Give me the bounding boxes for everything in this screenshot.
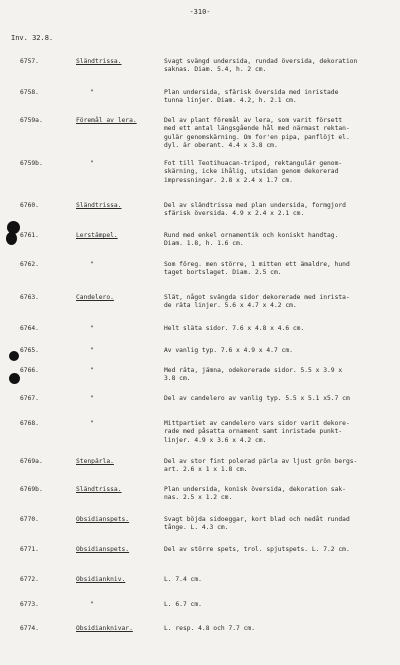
entry-description: [164, 160, 394, 185]
entry-name: Obsidianspets.: [76, 516, 130, 523]
entry-description: [164, 232, 394, 249]
description-line: saknas. Diam. 5.4, h. 2 cm.: [164, 66, 267, 74]
entry-number: 6759b.: [20, 160, 43, 167]
description-line: Plan undersida, konisk översida, dekoration sak-: [164, 486, 346, 493]
entry-name: Lerstämpel.: [76, 232, 118, 239]
entry-name: ": [90, 325, 94, 332]
description-line: taget bortslaget. Diam. 2.5 cm.: [164, 269, 282, 277]
entry-description: [164, 261, 394, 278]
entry-description: [164, 58, 394, 75]
page-number: -310-: [189, 8, 211, 16]
entry-name: Obsidianspets.: [76, 546, 130, 553]
entry-description: [164, 117, 394, 151]
description-line: Diam. 1.8, h. 1.6 cm.: [164, 240, 244, 248]
description-line: Med räta, jämna, odekorerade sidor. 5.5 x 3.9 x: [164, 367, 343, 374]
description-line: Svagt böjda sidoeggar, kort blad och nedåt rundad: [164, 516, 350, 523]
entry-description: [164, 458, 394, 475]
description-line: sfärisk översida. 4.9 x 2.4 x 2.1 cm.: [164, 210, 305, 218]
inventory-label: Inv. 32.8.: [11, 34, 54, 42]
entry-number: 6761.: [20, 232, 39, 239]
description-line: dyl. är oberant. 4.4 x 3.8 cm.: [164, 142, 278, 150]
entry-name: Obsidiankniv.: [76, 576, 126, 583]
description-line: Del av candelero av vanlig typ. 5.5 x 5.1 x5.7 cm: [164, 395, 350, 402]
entry-number: 6765.: [20, 347, 39, 354]
entry-name: Sländtrissa.: [76, 58, 122, 65]
description-line: L. resp. 4.8 och 7.7 cm.: [164, 625, 255, 632]
punch-hole-upper: [9, 351, 19, 361]
description-line: 3.8 cm.: [164, 375, 191, 383]
entry-name: ": [90, 89, 94, 96]
entry-name: ": [90, 367, 94, 374]
entry-description: [164, 367, 394, 384]
entry-name: ": [90, 347, 94, 354]
entry-name: ": [90, 395, 94, 402]
entry-name: Sländtrissa.: [76, 486, 122, 493]
entry-number: 6758.: [20, 89, 39, 96]
entry-description: [164, 294, 394, 311]
entry-number: 6766.: [20, 367, 39, 374]
description-line: Fot till Teotihuacan-tripod, rektangulär genom-: [164, 160, 343, 167]
description-line: nas. 2.5 x 1.2 cm.: [164, 494, 233, 502]
description-line: tånge. L. 4.3 cm.: [164, 524, 229, 532]
description-line: Del av plant föremål av lera, som varit försett: [164, 117, 343, 124]
entry-number: 6768.: [20, 420, 39, 427]
entry-description: [164, 202, 394, 219]
description-line: Del av stor fint polerad pärla av ljust grön bergs-: [164, 458, 358, 465]
description-line: Del av sländtrissa med plan undersida, formgjord: [164, 202, 346, 209]
description-line: L. 7.4 cm.: [164, 576, 202, 583]
description-line: Plan undersida, sfärisk översida med inristade: [164, 89, 339, 96]
entry-description: [164, 576, 394, 584]
entry-number: 6769a.: [20, 458, 43, 465]
entry-number: 6764.: [20, 325, 39, 332]
entry-number: 6762.: [20, 261, 39, 268]
description-line: Svagt svängd undersida, rundad översida, dekoration: [164, 58, 358, 65]
entry-name: ": [90, 160, 94, 167]
entry-number: 6770.: [20, 516, 39, 523]
description-line: tunna linjer. Diam. 4.2, h. 2.1 cm.: [164, 97, 297, 105]
description-line: Helt släta sidor. 7.6 x 4.8 x 4.6 cm.: [164, 325, 305, 332]
entry-number: 6769b.: [20, 486, 43, 493]
entry-number: 6772.: [20, 576, 39, 583]
description-line: Rund med enkel ornamentik och koniskt handtag.: [164, 232, 339, 239]
entry-number: 6774.: [20, 625, 39, 632]
entry-description: [164, 516, 394, 533]
entry-number: 6760.: [20, 202, 39, 209]
entry-number: 6767.: [20, 395, 39, 402]
description-line: art. 2.6 x 1 x 1.8 cm.: [164, 466, 248, 474]
description-line: skärning, icke ihålig, utsidan genom dekorerad: [164, 168, 339, 176]
entry-description: [164, 546, 394, 554]
description-line: med ett antal längsgående hål med närmast rektan-: [164, 125, 350, 133]
entry-number: 6771.: [20, 546, 39, 553]
entry-name: ": [90, 420, 94, 427]
entry-description: [164, 625, 394, 633]
description-line: impressningar. 2.8 x 2.4 x 1.7 cm.: [164, 176, 293, 184]
entry-description: [164, 89, 394, 106]
description-line: gulär genomskärning. Om for'en pipa, panflöjt el.: [164, 133, 350, 141]
description-line: Slät, något svängda sidor dekorerade med inrista-: [164, 294, 350, 301]
description-line: Mittpartiet av candelero vars sidor varit dekore-: [164, 420, 350, 427]
entry-name: ": [90, 261, 94, 268]
description-line: Del av större spets, trol. spjutspets. L. 7.2 cm.: [164, 546, 350, 553]
entry-description: [164, 601, 394, 609]
entry-description: [164, 486, 394, 503]
description-line: linjer. 4.9 x 3.6 x 4.2 cm.: [164, 436, 267, 444]
description-line: Som föreg. men större, 1 mitten ett ämaldre, hund: [164, 261, 350, 268]
entry-number: 6759a.: [20, 117, 43, 124]
entry-name: ": [90, 601, 94, 608]
entry-description: [164, 347, 394, 355]
entry-number: 6773.: [20, 601, 39, 608]
entry-name: Föremål av lera.: [76, 117, 137, 124]
entry-description: [164, 420, 394, 445]
entry-name: Stenpärla.: [76, 458, 114, 465]
punch-hole-lower: [9, 373, 20, 384]
entry-name: Sländtrissa.: [76, 202, 122, 209]
entry-description: [164, 325, 394, 333]
entry-name: Candelero.: [76, 294, 114, 301]
description-line: rade med påsatta ornament samt inristade punkt-: [164, 428, 343, 436]
description-line: L. 6.7 cm.: [164, 601, 202, 608]
description-line: de räta linjer. 5.6 x 4.7 x 4.2 cm.: [164, 302, 297, 310]
entry-description: [164, 395, 394, 403]
entry-number: 6763.: [20, 294, 39, 301]
punch-hole-mid: [6, 232, 17, 245]
entry-name: Obsidianknivar.: [76, 625, 133, 632]
entry-number: 6757.: [20, 58, 39, 65]
description-line: Av vanlig typ. 7.6 x 4.9 x 4.7 cm.: [164, 347, 293, 354]
